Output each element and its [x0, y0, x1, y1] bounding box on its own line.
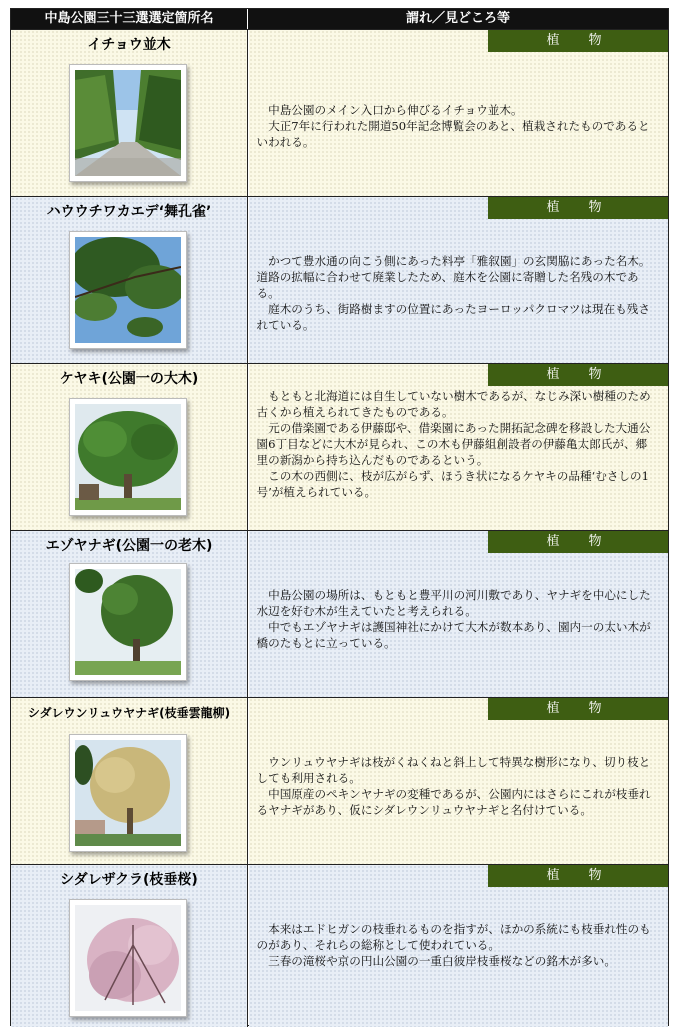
- header-name-column: 中島公園三十三選選定箇所名: [44, 11, 214, 26]
- table-row: [11, 864, 668, 1027]
- description: もともと北海道には自生していない樹木であるが、なじみ深い樹種のため古くから植えられてきたものである。 元の借楽園である伊藤邸や、借楽園にあった開拓記念碑を移設した大通公園6丁目などに大木が見られ、この木も伊藤組創設者の伊藤亀太郎氏が、郷里の新潟から持ち込んだものであるという。 この木の西側に、枝が広がらず、ほうき状になるケヤキの品種‘むさしの1号’が植えられている。: [256, 389, 651, 499]
- landmark-table: [10, 8, 669, 1026]
- site-name: ケヤキ(公園一の大木): [59, 371, 199, 387]
- table-row: [11, 196, 668, 363]
- table-row: [11, 530, 668, 697]
- table-row: [11, 697, 668, 864]
- weeping-cherry-photo: [69, 899, 187, 1017]
- header-description-column: 謂れ／見どころ等: [405, 11, 510, 26]
- description: 本来はエドヒガンの枝垂れるものを指すが、ほかの系統にも枝垂れ性のものがあり、それらの総称として使われている。 三春の滝桜や京の円山公園の一重白彼岸枝垂桜などの銘木が多い。: [256, 922, 651, 968]
- site-name: シダレザクラ(枝垂桜): [60, 872, 198, 888]
- zelkova-photo: [69, 398, 187, 516]
- description: かつて豊水通の向こう側にあった料亭「雅叙園」の玄関脇にあった名木。道路の拡幅に合わせて廃業したため、庭木を公園に寄贈した名残の木である。 庭木のうち、街路樹ますの位置にあったヨーロッパクロマツは現在も残されている。: [256, 254, 651, 332]
- weeping-willow-photo: [69, 734, 187, 852]
- ginkgo-avenue-photo: [69, 64, 187, 182]
- table-row: [11, 363, 668, 530]
- category-badge: 植 物: [488, 865, 668, 887]
- table-row: [11, 29, 668, 196]
- site-name: イチョウ並木: [87, 37, 171, 53]
- table-header: [11, 9, 668, 29]
- category-badge: 植 物: [488, 30, 668, 52]
- category-badge: 植 物: [488, 698, 668, 720]
- description: ウンリュウヤナギは枝がくねくねと斜上して特異な樹形になり、切り枝としても利用される。 中国原産のペキンヤナギの変種であるが、公園内にはさらにこれが枝垂れるヤナギがあり、仮にシダレウンリュウヤナギと名付けている。: [256, 755, 651, 817]
- site-name: ハウウチワカエデ‘舞孔雀’: [46, 204, 212, 220]
- site-name: エゾヤナギ(公園一の老木): [45, 538, 213, 554]
- description: 中島公園のメイン入口から伸びるイチョウ並木。 大正7年に行われた開道50年記念博覧会のあと、植栽されたものであるといわれる。: [256, 103, 650, 149]
- category-badge: 植 物: [488, 364, 668, 386]
- category-badge: 植 物: [488, 197, 668, 219]
- site-name: シダレウンリュウヤナギ(枝垂雲龍柳): [27, 706, 231, 720]
- maple-photo: [69, 231, 187, 349]
- willow-photo: [69, 563, 187, 681]
- description: 中島公園の場所は、もともと豊平川の河川敷であり、ヤナギを中心にした水辺を好む木が生えていたと考えられる。 中でもエゾヤナギは護国神社にかけて大木が数本あり、園内一の太い木が橋のたもとに立っている。: [256, 588, 651, 650]
- category-badge: 植 物: [488, 531, 668, 553]
